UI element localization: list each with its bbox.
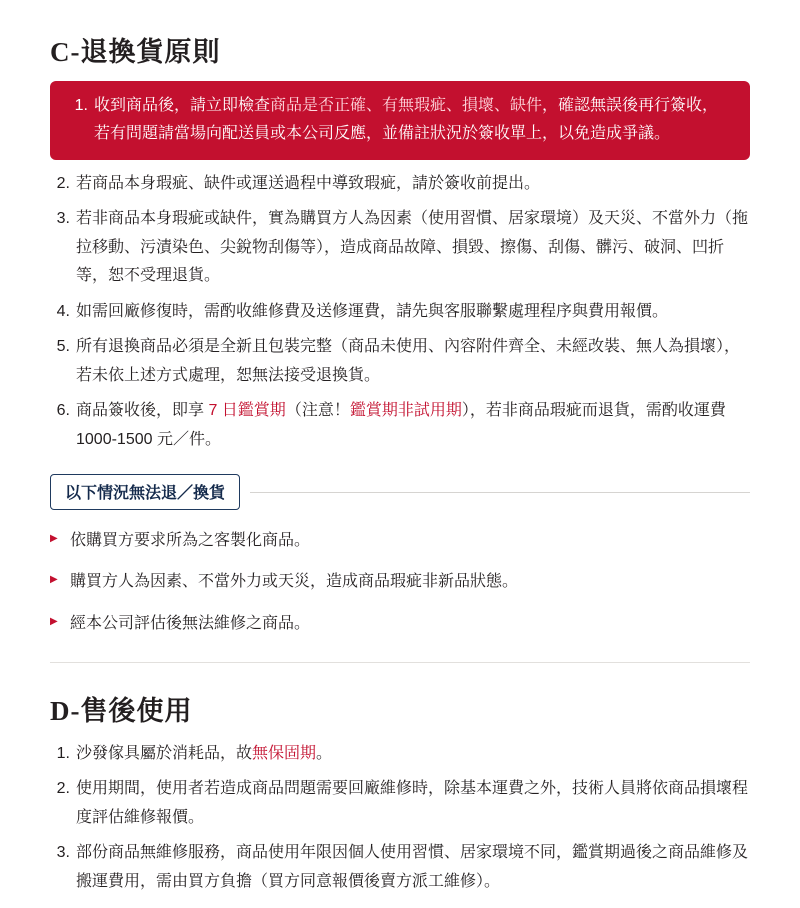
list-item-text-part: 。 [316,744,333,762]
list-item-number: 2. [56,780,70,798]
list-item-number: 6. [56,402,70,420]
list-item-text: 所有退換商品必須是全新且包裝完整（商品未使用、內容附件齊全、未經改裝、無人為損壞），若未依上述方式處理，恕無法接受退換貨。 [76,338,741,384]
list-item-text: 部份商品無維修服務，商品使用年限因個人使用習慣、居家環境不同，鑑賞期過後之商品維修及搬運費用，需由買方負擔（買方同意報價後賣方派工維修）。 [76,844,749,890]
callout-list-item [68,92,732,148]
callout-text-part: ，確認無誤後再行簽收，若有問題請當場向配送員或本公司反應，並備註狀況於簽收單上，以免造成爭議。 [94,97,719,142]
list-item [50,520,750,561]
callout-text-part: 收到商品後，請立即檢查 [94,97,271,114]
list-item-text-part: 沙發傢具屬於消耗品，故 [76,744,253,762]
section-divider [50,662,750,663]
page-title-section-d: D-售後使用 [50,695,193,726]
list-item-text-emphasis: 鑑賞期非試用期 [349,402,462,420]
subheading-divider [250,492,750,493]
list-item [50,603,750,644]
list-item-text [76,740,750,768]
list-item-text [76,397,750,454]
list-item [50,839,750,896]
after-sales-list [50,740,750,896]
list-item-number: 5. [56,338,70,356]
list-item-number: 2. [56,175,70,192]
list-item-text: 若非商品本身瑕疵或缺件，實為購買方人為因素（使用習慣、居家環境）及天災、不當外力（拖拉移動、污漬染色、尖銳物刮傷等），造成商品故障、損毀、擦傷、刮傷、髒污、破洞、凹折等，恕不受理退貨。 [76,210,749,285]
list-item-number: 1. [56,744,70,762]
list-item-number: 4. [56,302,70,320]
list-item [50,298,750,326]
list-item-text: 購買方人為因素、不當外力或天災，造成商品瑕疵非新品狀態。 [70,573,519,591]
list-item-text-part: ），若非商品瑕疵而退貨，需酌收運費 1000-1500 元／件。 [76,402,726,448]
list-item [50,740,750,768]
list-item-text-emphasis: 無保固期 [252,744,317,762]
list-item-number: 1. [74,97,88,114]
triangle-right-icon: ▶ [50,574,58,586]
list-item [50,561,750,602]
no-return-cases-list [50,520,750,644]
list-item [50,775,750,832]
highlight-callout-return-policy [50,81,750,160]
list-item [50,170,750,198]
callout-text [94,92,732,148]
triangle-right-icon: ▶ [50,533,58,545]
list-item-text: 經本公司評估後無法維修之商品。 [70,614,311,632]
list-item-text-emphasis: 7 日鑑賞期 [208,402,286,420]
list-item-text: 如需回廠修復時，需酌收維修費及送修運費，請先與客服聯繫處理程序與費用報價。 [76,302,669,320]
subheading-row-no-return-cases [50,474,750,510]
list-item-text: 使用期間，使用者若造成商品問題需要回廠維修時，除基本運費之外，技術人員將依商品損壞程度評估維修報價。 [76,780,749,826]
list-item-text-part: （注意！ [285,402,350,420]
list-item-number: 3. [56,844,70,862]
list-item-text-part: 商品簽收後，即享 [76,402,209,420]
list-item-number: 3. [56,210,70,228]
list-item-text: 依購買方要求所為之客製化商品。 [70,532,311,550]
triangle-right-icon: ▶ [50,615,58,627]
list-item-text: 若商品本身瑕疵、缺件或運送過程中導致瑕疵，請於簽收前提出。 [76,175,541,192]
subheading-pill: 以下情況無法退／換貨 [50,474,240,510]
callout-text-part-emphasis: 商品是否正確、有無瑕疵、損壞、缺件 [270,97,543,114]
list-item [50,333,750,390]
page-title-section-c: C-退換貨原則 [50,37,221,67]
list-item [50,397,750,454]
return-policy-list [50,170,750,454]
list-item [50,205,750,290]
